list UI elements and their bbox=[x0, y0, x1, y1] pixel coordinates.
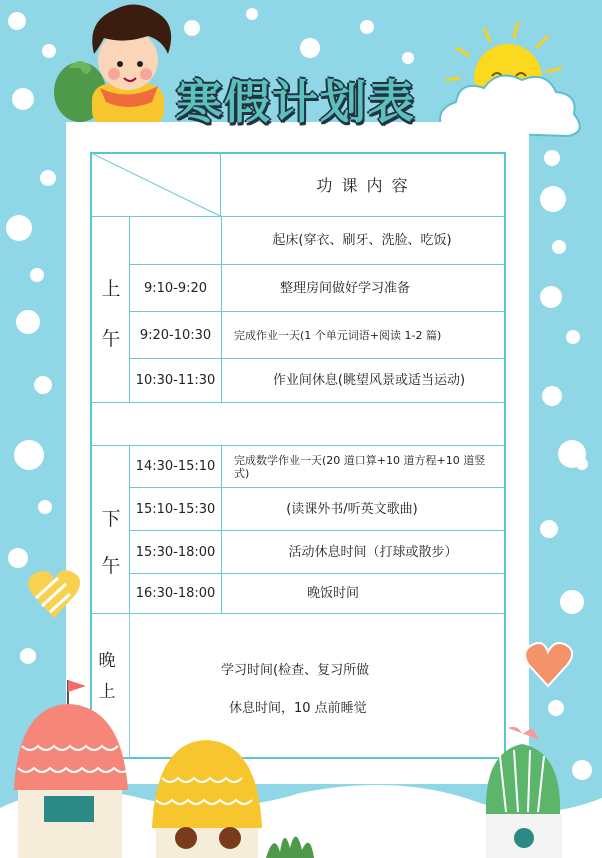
column-header: 功 课 内 容 bbox=[316, 175, 410, 195]
snow-dot bbox=[20, 648, 36, 664]
cartoon-child-illustration bbox=[50, 2, 180, 127]
evening-line-1: 学习时间(检查、复习所做 bbox=[221, 662, 370, 678]
snow-dot bbox=[542, 386, 562, 406]
time-cell: 14:30-15:10 bbox=[135, 459, 216, 474]
snow-dot bbox=[40, 170, 56, 186]
period-morning-char-2: 午 bbox=[101, 328, 121, 350]
task-cell: 活动休息时间（打球或散步） bbox=[288, 544, 458, 560]
time-cell: 9:20-10:30 bbox=[139, 327, 212, 343]
bush-icon bbox=[262, 820, 318, 858]
period-morning-char-1: 上 bbox=[101, 278, 121, 300]
snow-dot bbox=[572, 760, 592, 780]
time-cell: 16:30-18:00 bbox=[135, 586, 216, 601]
period-evening-char-2: 上 bbox=[98, 682, 116, 702]
time-cell: 9:10-9:20 bbox=[143, 280, 208, 296]
evening-line-2: 休息时间，10 点前睡觉 bbox=[229, 700, 367, 716]
task-cell: 完成作业一天(1 个单元词语+阅读 1-2 篇) bbox=[234, 328, 442, 342]
snow-dot bbox=[246, 8, 258, 20]
snow-dot bbox=[560, 590, 584, 614]
heart-left-icon bbox=[26, 568, 82, 622]
snow-dot bbox=[34, 376, 52, 394]
snow-dot bbox=[6, 215, 32, 241]
house-middle-illustration bbox=[148, 738, 266, 858]
snow-dot bbox=[552, 240, 566, 254]
task-cell: 晚饭时间 bbox=[306, 586, 359, 601]
heart-right-icon bbox=[522, 640, 574, 690]
time-cell: 15:10-15:30 bbox=[135, 501, 216, 517]
snow-dot bbox=[540, 286, 562, 308]
house-left-illustration bbox=[10, 670, 140, 858]
snow-dot bbox=[540, 186, 566, 212]
snow-dot bbox=[30, 268, 44, 282]
period-evening-char-1: 晚 bbox=[98, 651, 116, 671]
snow-dot bbox=[184, 20, 200, 36]
snow-dot bbox=[8, 548, 28, 568]
snow-dot bbox=[16, 310, 40, 334]
snow-dot bbox=[566, 330, 580, 344]
task-cell: (读课外书/听英文歌曲) bbox=[286, 501, 418, 517]
snow-dot bbox=[300, 38, 320, 58]
snow-dot bbox=[544, 150, 560, 166]
period-afternoon-char-1: 下 bbox=[101, 508, 121, 530]
snow-dot bbox=[402, 52, 414, 64]
header-diagonal bbox=[91, 153, 221, 217]
task-cell: 起床(穿衣、刷牙、洗脸、吃饭) bbox=[272, 233, 452, 248]
time-cell: 10:30-11:30 bbox=[135, 373, 216, 388]
snow-dot bbox=[12, 88, 34, 110]
snow-dot bbox=[8, 12, 26, 30]
snow-dot bbox=[540, 520, 558, 538]
snow-dot bbox=[360, 20, 374, 34]
time-cell: 15:30-18:00 bbox=[135, 544, 216, 560]
task-cell: 完成数学作业一天(20 道口算+10 道方程+10 道竖式) bbox=[234, 453, 486, 480]
snow-dot bbox=[14, 440, 44, 470]
page-title: 寒假计划表 bbox=[176, 75, 416, 129]
house-right-illustration bbox=[478, 722, 568, 858]
task-cell: 整理房间做好学习准备 bbox=[279, 280, 410, 296]
snow-dot bbox=[38, 500, 52, 514]
snow-dot bbox=[576, 458, 588, 470]
time-cell bbox=[130, 217, 221, 264]
snow-dot bbox=[548, 700, 564, 716]
period-afternoon-char-2: 午 bbox=[101, 555, 121, 577]
task-cell: 作业间休息(眺望风景或适当运动) bbox=[272, 373, 466, 388]
